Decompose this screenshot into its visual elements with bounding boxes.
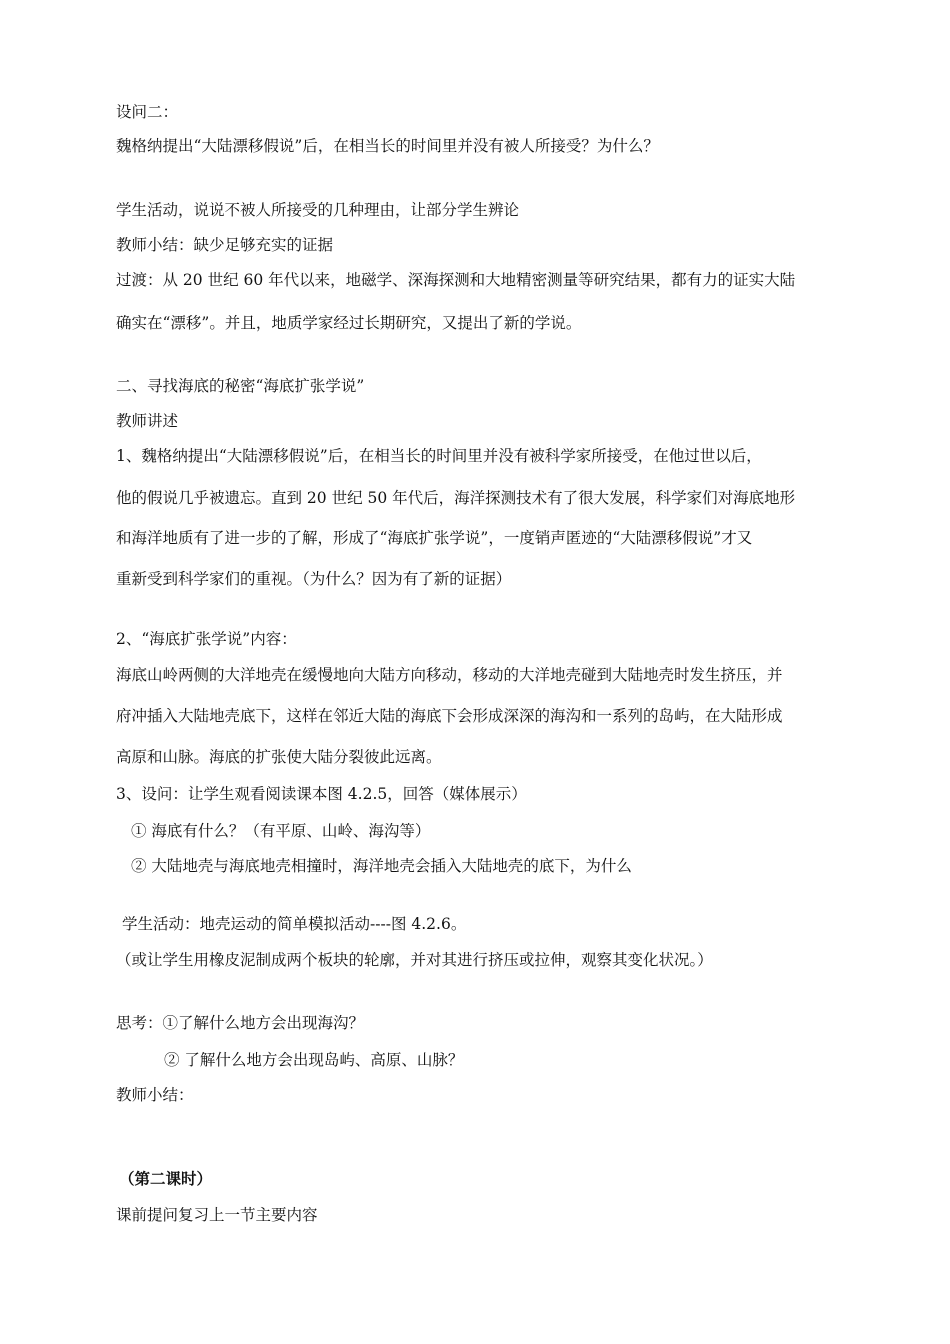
paragraph-line: 教师小结： xyxy=(116,1086,194,1104)
paragraph-line: 重新受到科学家们的重视。（为什么？因为有了新的证据） xyxy=(116,570,512,588)
paragraph-line: 高原和山脉。海底的扩张使大陆分裂彼此远离。 xyxy=(116,748,442,766)
list-item: ② 大陆地壳与海底地壳相撞时，海洋地壳会插入大陆地壳的底下，为什么 xyxy=(131,857,632,875)
paragraph-line: ② 了解什么地方会出现岛屿、高原、山脉？ xyxy=(164,1051,464,1069)
paragraph-line: 思考：①了解什么地方会出现海沟？ xyxy=(116,1014,365,1032)
paragraph-line: 过渡：从 20 世纪 60 年代以来，地磁学、深海探测和大地精密测量等研究结果，都有力的证实大陆 xyxy=(116,271,796,289)
paragraph-line: （或让学生用橡皮泥制成两个板块的轮廓，并对其进行挤压或拉伸，观察其变化状况。） xyxy=(116,951,713,969)
paragraph-line: 学生活动，说说不被人所接受的几种理由，让部分学生辨论 xyxy=(116,201,520,219)
question-two-heading: 设问二： xyxy=(116,103,179,121)
paragraph-line: 府冲插入大陆地壳底下，这样在邻近大陆的海底下会形成深深的海沟和一系列的岛屿，在大陆形成 xyxy=(116,707,783,725)
paragraph-line: 2、“海底扩张学说”内容： xyxy=(116,630,297,648)
paragraph-line: 学生活动：地壳运动的简单模拟活动----图 4.2.6。 xyxy=(122,915,467,933)
paragraph-line: 3、设问：让学生观看阅读课本图 4.2.5，回答（媒体展示） xyxy=(116,785,527,803)
paragraph-line: 魏格纳提出“大陆漂移假说”后，在相当长的时间里并没有被人所接受？为什么？ xyxy=(116,137,659,155)
paragraph-line: 教师讲述 xyxy=(116,412,179,430)
paragraph-line: 确实在“漂移”。并且，地质学家经过长期研究，又提出了新的学说。 xyxy=(116,314,582,332)
paragraph-line: 海底山岭两侧的大洋地壳在缓慢地向大陆方向移动，移动的大洋地壳碰到大陆地壳时发生挤压，并 xyxy=(116,666,783,684)
paragraph-line: 他的假说几乎被遗忘。直到 20 世纪 50 年代后，海洋探测技术有了很大发展，科学家们对海底地形 xyxy=(116,489,796,507)
paragraph-line: 教师小结：缺少足够充实的证据 xyxy=(116,236,334,254)
paragraph-line: 课前提问复习上一节主要内容 xyxy=(116,1206,318,1224)
section-heading: 二、寻找海底的秘密“海底扩张学说” xyxy=(116,377,365,395)
list-item: ① 海底有什么？（有平原、山岭、海沟等） xyxy=(131,822,431,840)
lesson-heading: （第二课时） xyxy=(119,1169,213,1188)
paragraph-line: 1、魏格纳提出“大陆漂移假说”后，在相当长的时间里并没有被科学家所接受，在他过世以后， xyxy=(116,447,762,465)
paragraph-line: 和海洋地质有了进一步的了解，形成了“海底扩张学说”，一度销声匿迹的“大陆漂移假说”才又 xyxy=(116,529,753,547)
